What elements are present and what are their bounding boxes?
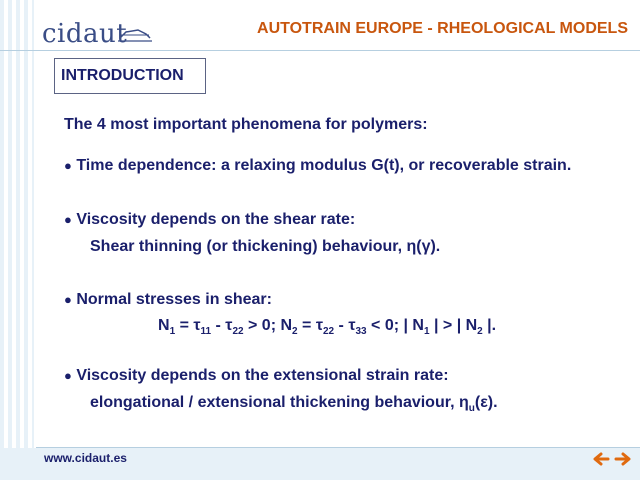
section-label: INTRODUCTION: [54, 58, 206, 94]
cidaut-logo: cidaut: [42, 19, 128, 49]
bullet-time-dependence: [64, 157, 571, 175]
elongational-line: [90, 394, 498, 414]
formula-part: | > |: [429, 317, 466, 334]
formula-part: τ: [225, 317, 233, 334]
footer-divider: [36, 447, 640, 448]
footer-url[interactable]: www.cidaut.es: [44, 451, 127, 465]
elongational-text: elongational / extensional thickening behaviour,: [90, 394, 459, 411]
eta-symbol: η: [458, 394, 469, 411]
formula-part: > 0;: [243, 317, 281, 334]
bullet-icon: ●: [64, 368, 72, 383]
bullet-icon: ●: [64, 292, 72, 307]
eta-subscript: u: [468, 403, 475, 415]
paren: (: [474, 394, 481, 411]
intro-line: The 4 most important phenomena for polymers:: [64, 116, 428, 133]
formula-sub: 22: [322, 326, 335, 338]
bullet-text: Viscosity depends on the shear rate:: [76, 211, 356, 228]
formula-sub: 1: [169, 326, 176, 338]
bullet-normal-stresses: [64, 291, 272, 309]
page-title: AUTOTRAIN EUROPE - RHEOLOGICAL MODELS: [257, 20, 628, 37]
car-logo-icon: [118, 24, 152, 44]
formula-sub: 2: [292, 326, 298, 338]
formula-part: =: [175, 317, 194, 334]
paren: ).: [487, 394, 498, 411]
epsilon-symbol: ε: [480, 394, 488, 411]
arrow-left-icon[interactable]: [592, 451, 610, 467]
formula-part: N: [412, 317, 424, 334]
header-divider: [0, 50, 640, 51]
formula-part: N: [465, 317, 478, 334]
formula-part: τ: [348, 317, 356, 334]
shear-thinning-line: [90, 238, 440, 256]
formula-part: -: [334, 317, 349, 334]
formula-sub: 1: [423, 326, 430, 338]
bullet-icon: ●: [64, 212, 72, 227]
formula-part: |.: [482, 317, 497, 334]
formula-sub: 11: [200, 326, 212, 338]
shear-thinning-text: Shear thinning (or thickening) behaviour,: [90, 238, 407, 255]
formula-part: -: [211, 317, 226, 334]
bullet-text: Time dependence: a relaxing modulus G(t), or recoverable strain.: [76, 157, 572, 174]
decorative-stripes: [0, 0, 34, 480]
formula-part: τ: [193, 317, 201, 334]
eta-gamma-symbol: η(γ).: [406, 238, 441, 255]
formula-sub: 2: [477, 326, 483, 338]
bullet-extensional-rate: [64, 367, 449, 385]
formula-part: =: [297, 317, 316, 334]
formula-sub: 22: [232, 326, 244, 338]
formula-part: N: [158, 317, 170, 334]
bullet-shear-rate: [64, 211, 355, 229]
formula-part: < 0; |: [366, 317, 413, 334]
bullet-icon: ●: [64, 158, 72, 173]
bullet-text: Viscosity depends on the extensional strain rate:: [76, 367, 449, 384]
formula-part: τ: [315, 317, 323, 334]
formula-part: N: [280, 317, 293, 334]
bullet-text: Normal stresses in shear:: [76, 291, 272, 308]
normal-stress-formula: [158, 317, 496, 337]
formula-sub: 33: [355, 326, 367, 338]
arrow-right-icon[interactable]: [614, 451, 632, 467]
